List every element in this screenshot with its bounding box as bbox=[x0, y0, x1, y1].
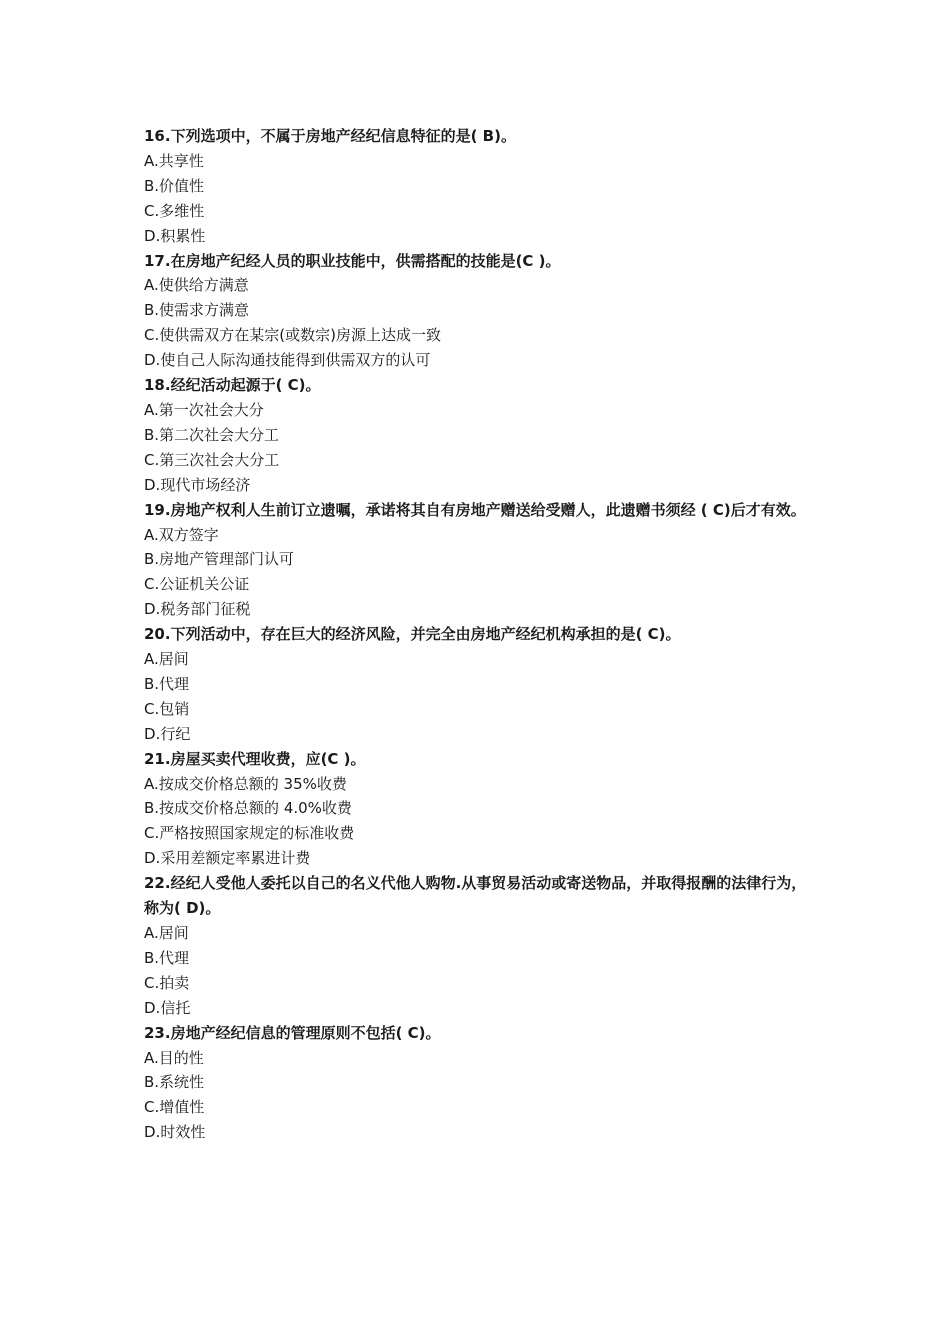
option-d: D.信托 bbox=[144, 998, 191, 1017]
option-b: B.代理 bbox=[144, 674, 190, 693]
question-block bbox=[144, 747, 814, 872]
option-c: C.公证机关公证 bbox=[144, 575, 250, 594]
question-block bbox=[144, 1021, 814, 1146]
question-block bbox=[144, 498, 814, 623]
option-c: C.多维性 bbox=[144, 201, 205, 220]
option-a: A.第一次社会大分 bbox=[144, 400, 264, 419]
option-a: A.共享性 bbox=[144, 151, 204, 170]
option-d: D.使自己人际沟通技能得到供需双方的认可 bbox=[144, 351, 431, 370]
option-a: A.使供给方满意 bbox=[144, 276, 249, 295]
question-text: 23.房地产经纪信息的管理原则不包括( C)。 bbox=[144, 1023, 441, 1042]
option-a: A.居间 bbox=[144, 650, 189, 669]
option-b: B.第二次社会大分工 bbox=[144, 425, 280, 444]
option-d: D.税务部门征税 bbox=[144, 600, 251, 619]
option-c: C.包销 bbox=[144, 699, 190, 718]
option-a: A.居间 bbox=[144, 924, 189, 942]
question-text: 19.房地产权利人生前订立遗嘱，承诺将其自有房地产赠送给受赠人，此遗赠书须经 ( C)后才有效。 bbox=[144, 500, 806, 519]
question-block bbox=[144, 622, 814, 747]
option-c: C.使供需双方在某宗(或数宗)房源上达成一致 bbox=[144, 326, 441, 345]
option-a: A.按成交价格总额的 35%收费 bbox=[144, 774, 347, 793]
option-a: A.双方签字 bbox=[144, 525, 219, 544]
option-b: B.价值性 bbox=[144, 176, 205, 195]
question-text: 21.房屋买卖代理收费，应(C )。 bbox=[144, 749, 366, 768]
option-b: B.按成交价格总额的 4.0%收费 bbox=[144, 799, 352, 818]
option-d: D.现代市场经济 bbox=[144, 475, 251, 494]
question-text: 18.经纪活动起源于( C)。 bbox=[144, 376, 321, 395]
question-text: 16.下列选项中，不属于房地产经纪信息特征的是( B)。 bbox=[144, 127, 516, 145]
option-d: D.积累性 bbox=[144, 226, 206, 245]
option-b: B.代理 bbox=[144, 948, 190, 967]
option-b: B.使需求方满意 bbox=[144, 301, 250, 320]
option-c: C.拍卖 bbox=[144, 973, 190, 992]
option-d: D.行纪 bbox=[144, 724, 191, 743]
document-page bbox=[144, 124, 814, 1145]
option-c: C.严格按照国家规定的标准收费 bbox=[144, 824, 355, 843]
question-text: 22.经纪人受他人委托以自己的名义代他人购物.从事贸易活动或寄送物品，并取得报酬的法律行为，称为( D)。 bbox=[144, 874, 807, 918]
question-block bbox=[144, 249, 814, 374]
option-c: C.增值性 bbox=[144, 1098, 205, 1117]
option-b: B.房地产管理部门认可 bbox=[144, 550, 295, 569]
option-b: B.系统性 bbox=[144, 1073, 205, 1092]
option-d: D.采用差额定率累进计费 bbox=[144, 849, 311, 868]
option-c: C.第三次社会大分工 bbox=[144, 450, 280, 469]
question-text: 17.在房地产纪经人员的职业技能中，供需搭配的技能是(C )。 bbox=[144, 251, 561, 270]
question-block bbox=[144, 871, 814, 1020]
question-block bbox=[144, 373, 814, 498]
question-text: 20.下列活动中，存在巨大的经济风险，并完全由房地产经纪机构承担的是( C)。 bbox=[144, 625, 681, 644]
option-d: D.时效性 bbox=[144, 1123, 206, 1142]
question-block bbox=[144, 124, 814, 249]
option-a: A.目的性 bbox=[144, 1048, 204, 1067]
